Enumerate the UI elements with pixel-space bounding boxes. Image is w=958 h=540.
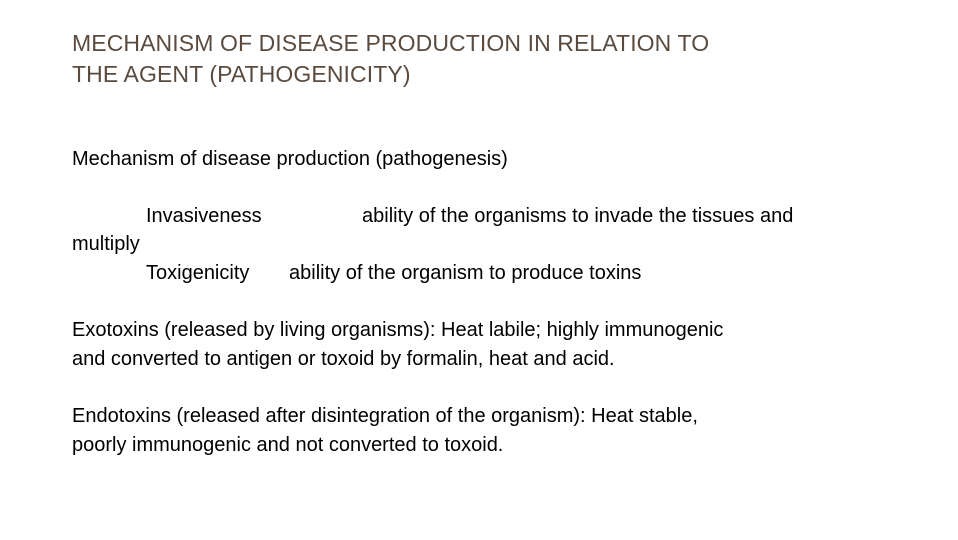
- slide-title-line-2: THE AGENT (PATHOGENICITY): [72, 61, 411, 87]
- invasiveness-definition: ability of the organisms to invade the tissues and: [362, 205, 794, 227]
- exotoxins-paragraph-line-2: and converted to antigen or toxoid by formalin, heat and acid.: [72, 348, 615, 370]
- endotoxins-paragraph-line-1: Endotoxins (released after disintegration of the organism): Heat stable,: [72, 405, 698, 427]
- endotoxins-paragraph-line-2: poorly immunogenic and not converted to toxoid.: [72, 434, 504, 456]
- invasiveness-term: Invasiveness: [146, 205, 262, 227]
- toxigenicity-definition: ability of the organism to produce toxins: [289, 262, 642, 284]
- slide-title: [72, 28, 892, 90]
- exotoxins-paragraph-line-1: Exotoxins (released by living organisms): Heat labile; highly immunogenic: [72, 319, 724, 341]
- toxigenicity-term: Toxigenicity: [146, 262, 250, 284]
- subheading: Mechanism of disease production (pathogenesis): [72, 148, 508, 170]
- slide-title-line-1: MECHANISM OF DISEASE PRODUCTION IN RELATION TO: [72, 30, 710, 56]
- invasiveness-definition-continued: multiply: [72, 233, 140, 255]
